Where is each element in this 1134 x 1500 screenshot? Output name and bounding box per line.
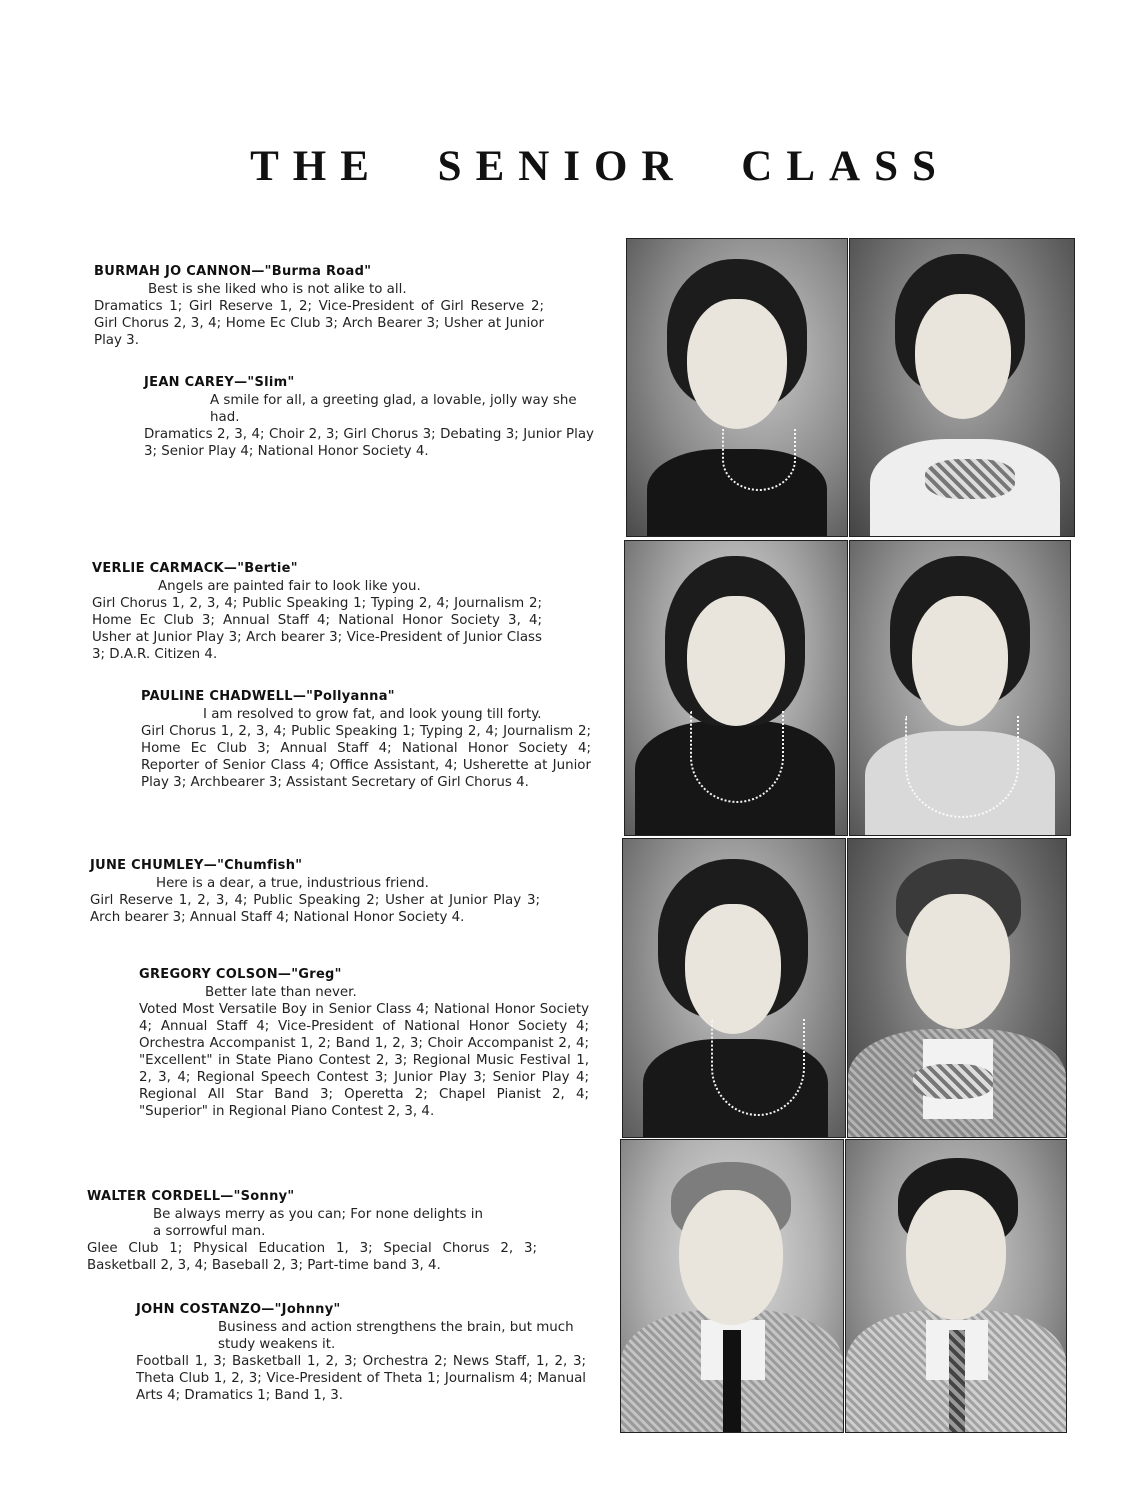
senior-quote: Better late than never. [205, 985, 357, 1000]
senior-name: PAULINE CHADWELL—"Pollyanna" [141, 689, 395, 704]
senior-name: JOHN COSTANZO—"Johnny" [136, 1302, 341, 1317]
senior-name: WALTER CORDELL—"Sonny" [87, 1189, 295, 1204]
senior-entry-costanzo [136, 1301, 586, 1404]
portrait-photo-chumley [622, 838, 846, 1138]
senior-entry-cannon [94, 263, 544, 349]
senior-entry-colson [139, 966, 589, 1120]
portrait-photo-carey [849, 238, 1075, 537]
senior-name: VERLIE CARMACK—"Bertie" [92, 561, 298, 576]
portrait-photo-costanzo [845, 1139, 1067, 1433]
portrait-photo-cordell [620, 1139, 844, 1433]
senior-quote: Be always merry as you can; For none delights in a sorrowful man. [153, 1207, 483, 1239]
senior-entry-chadwell [141, 688, 591, 791]
senior-activities: Dramatics 2, 3, 4; Choir 2, 3; Girl Chorus 3; Debating 3; Junior Play 3; Senior Play 4; National Honor Society 4. [144, 427, 594, 459]
senior-activities: Football 1, 3; Basketball 1, 2, 3; Orchestra 2; News Staff, 1, 2, 3; Theta Club 1, 2, 3; Vice-President of Theta 1; Journalism 4; Manual Arts 4; Dramatics 1; Band 1, 3. [136, 1354, 586, 1403]
senior-activities: Girl Chorus 1, 2, 3, 4; Public Speaking 1; Typing 2, 4; Journalism 2; Home Ec Club 3; Annual Staff 4; National Honor Society 3, 4; Usher at Junior Play 3; Arch bearer 3; Vice-President of Junior Class 3; D.A.R. Citizen 4. [92, 596, 542, 662]
senior-quote: Business and action strengthens the brain, but much study weakens it. [218, 1320, 574, 1352]
portrait-photo-cannon [626, 238, 848, 537]
senior-name: JEAN CAREY—"Slim" [144, 375, 295, 390]
senior-activities: Girl Chorus 1, 2, 3, 4; Public Speaking 1; Typing 2, 4; Journalism 2; Home Ec Club 3; Annual Staff 4; National Honor Society 4; Reporter of Senior Class 4; Office Assistant, 4; Usherette at Junior Play 3; Archbearer 3; Assistant Secretary of Girl Chorus 4. [141, 724, 591, 790]
page-title: THE SENIOR CLASS [250, 143, 950, 190]
portrait-photo-chadwell [849, 540, 1071, 836]
portrait-photo-carmack [624, 540, 848, 836]
senior-activities: Voted Most Versatile Boy in Senior Class 4; National Honor Society 4; Annual Staff 4; Vice-President of National Honor Society 4; Orchestra Accompanist 1, 2; Band 1, 2, 3; Choir Accompanist 2, 4; "Excellent" in State Piano Contest 2, 3; Regional Music Festival 1, 2, 3, 4; Regional Speech Contest 3; Junior Play 3; Senior Play 4; Regional All Star Band 3; Operetta 2; Chapel Pianist 2, 4; "Superior" in Regional Piano Contest 2, 3, 4. [139, 1002, 589, 1119]
senior-name: GREGORY COLSON—"Greg" [139, 967, 342, 982]
senior-entry-chumley [90, 857, 540, 926]
senior-quote: Here is a dear, a true, industrious friend. [156, 876, 429, 891]
senior-quote: Angels are painted fair to look like you. [158, 579, 421, 594]
senior-name: JUNE CHUMLEY—"Chumfish" [90, 858, 303, 873]
senior-entry-carey [144, 374, 594, 460]
senior-entry-carmack [92, 560, 542, 663]
senior-activities: Dramatics 1; Girl Reserve 1, 2; Vice-President of Girl Reserve 2; Girl Chorus 2, 3, 4; Home Ec Club 3; Arch Bearer 3; Usher at Junior Play 3. [94, 299, 544, 348]
senior-quote: Best is she liked who is not alike to all. [148, 282, 407, 297]
senior-entry-cordell [87, 1188, 537, 1274]
senior-name: BURMAH JO CANNON—"Burma Road" [94, 264, 372, 279]
senior-quote: I am resolved to grow fat, and look young till forty. [203, 707, 542, 722]
senior-quote: A smile for all, a greeting glad, a lovable, jolly way she had. [210, 393, 577, 425]
senior-activities: Glee Club 1; Physical Education 1, 3; Special Chorus 2, 3; Basketball 2, 3, 4; Baseball 2, 3; Part-time band 3, 4. [87, 1241, 537, 1273]
portrait-photo-colson [847, 838, 1067, 1138]
senior-activities: Girl Reserve 1, 2, 3, 4; Public Speaking 2; Usher at Junior Play 3; Arch bearer 3; Annual Staff 4; National Honor Society 4. [90, 893, 540, 925]
